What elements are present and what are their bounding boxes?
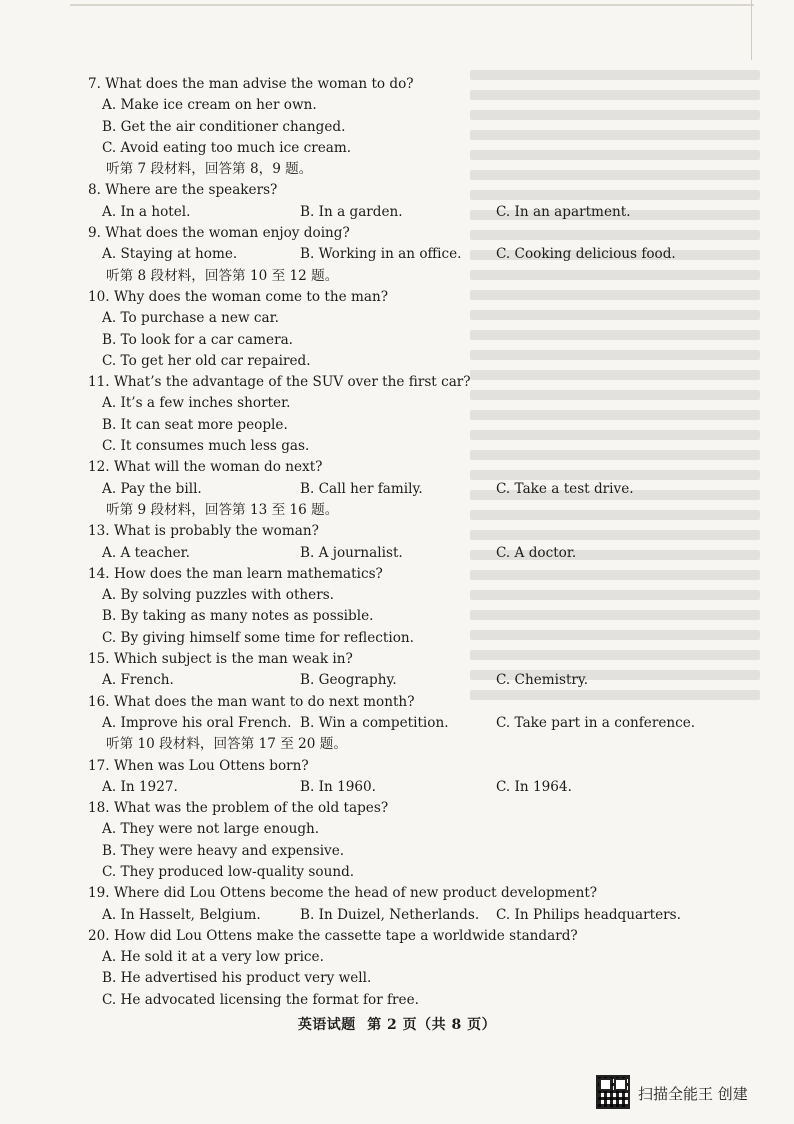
answer-option-row (88, 713, 708, 734)
answer-option: B. A journalist. (300, 544, 403, 561)
answer-option: A. Pay the bill. (102, 480, 202, 497)
scanner-watermark: 扫描全能王 创建 (638, 1085, 748, 1103)
answer-option: C. Take part in a conference. (496, 714, 696, 731)
question-text: 14. How does the man learn mathematics? (88, 565, 383, 582)
answer-option: B. In 1960. (300, 778, 376, 795)
answer-option: B. He advertised his product very well. (102, 970, 372, 987)
answer-option: C. To get her old car repaired. (102, 352, 311, 369)
answer-option: B. It can seat more people. (102, 416, 288, 433)
answer-option: A. To purchase a new car. (102, 310, 279, 327)
top-edge-line (70, 4, 754, 6)
section-instruction: 听第 10 段材料，回答第 17 至 20 题。 (106, 736, 347, 753)
answer-option: A. They were not large enough. (102, 821, 320, 838)
answer-option: C. In 1964. (496, 778, 572, 795)
answer-option: A. By solving puzzles with others. (102, 587, 334, 604)
answer-option: B. They were heavy and expensive. (102, 842, 345, 859)
question-text: 8. Where are the speakers? (88, 182, 278, 199)
section-instruction: 听第 8 段材料，回答第 10 至 12 题。 (106, 267, 339, 284)
qr-code-icon (596, 1075, 630, 1109)
answer-option-row (88, 244, 708, 265)
answer-option: A. In 1927. (102, 778, 178, 795)
question-text: 19. Where did Lou Ottens become the head of new product development? (88, 885, 598, 902)
answer-option: B. In Duizel, Netherlands. (300, 906, 480, 923)
section-instruction: 听第 9 段材料，回答第 13 至 16 题。 (106, 501, 339, 518)
answer-option: A. In Hasselt, Belgium. (102, 906, 261, 923)
question-text: 17. When was Lou Ottens born? (88, 757, 309, 774)
answer-option: A. Improve his oral French. (102, 714, 292, 731)
section-instruction: 听第 7 段材料，回答第 8，9 题。 (106, 161, 313, 178)
answer-option: C. In an apartment. (496, 203, 631, 220)
answer-option-row (88, 202, 708, 223)
question-text: 13. What is probably the woman? (88, 523, 319, 540)
answer-option: B. Working in an office. (300, 246, 462, 263)
question-text: 20. How did Lou Ottens make the cassette tape a worldwide standard? (88, 927, 578, 944)
answer-option: A. A teacher. (102, 544, 190, 561)
question-text: 15. Which subject is the man weak in? (88, 651, 353, 668)
answer-option: A. It’s a few inches shorter. (102, 395, 291, 412)
answer-option: A. Staying at home. (102, 246, 238, 263)
answer-option: C. They produced low-quality sound. (102, 863, 355, 880)
answer-option: A. French. (102, 672, 174, 689)
answer-option: B. In a garden. (300, 203, 403, 220)
footer-page-number: 第 2 页（共 8 页） (367, 1017, 497, 1033)
answer-option: A. In a hotel. (102, 203, 191, 220)
answer-option-row (88, 905, 708, 926)
answer-option: C. Cooking delicious food. (496, 246, 676, 263)
answer-option: C. He advocated licensing the format for free. (102, 991, 419, 1008)
answer-option: C. A doctor. (496, 544, 577, 561)
page-footer (0, 1014, 794, 1034)
answer-option: B. Geography. (300, 672, 397, 689)
answer-option: C. Take a test drive. (496, 480, 634, 497)
answer-option: B. Win a competition. (300, 714, 449, 731)
question-text: 7. What does the man advise the woman to do? (88, 76, 414, 92)
answer-option: B. Call her family. (300, 480, 423, 497)
right-edge-rule (751, 0, 752, 60)
question-text: 11. What’s the advantage of the SUV over the first car? (88, 374, 471, 391)
answer-option: A. Make ice cream on her own. (102, 97, 317, 114)
question-text: 10. Why does the woman come to the man? (88, 288, 389, 305)
answer-option: B. By taking as many notes as possible. (102, 608, 374, 625)
answer-option-row (88, 777, 708, 798)
answer-option-row (88, 479, 708, 500)
answer-option-row (88, 670, 708, 691)
answer-option: B. To look for a car camera. (102, 331, 293, 348)
question-text: 16. What does the man want to do next month? (88, 693, 415, 710)
answer-option: C. By giving himself some time for reflection. (102, 629, 414, 646)
question-text: 12. What will the woman do next? (88, 459, 323, 476)
answer-option: C. It consumes much less gas. (102, 438, 310, 455)
question-list (88, 74, 708, 1011)
answer-option: B. Get the air conditioner changed. (102, 118, 346, 135)
question-text: 18. What was the problem of the old tapes? (88, 800, 389, 817)
answer-option: C. Chemistry. (496, 672, 589, 689)
answer-option: C. Avoid eating too much ice cream. (102, 139, 352, 156)
footer-subject: 英语试题 (297, 1017, 356, 1033)
question-text: 9. What does the woman enjoy doing? (88, 225, 350, 242)
answer-option: C. In Philips headquarters. (496, 906, 681, 923)
answer-option-row (88, 543, 708, 564)
answer-option: A. He sold it at a very low price. (102, 949, 324, 966)
